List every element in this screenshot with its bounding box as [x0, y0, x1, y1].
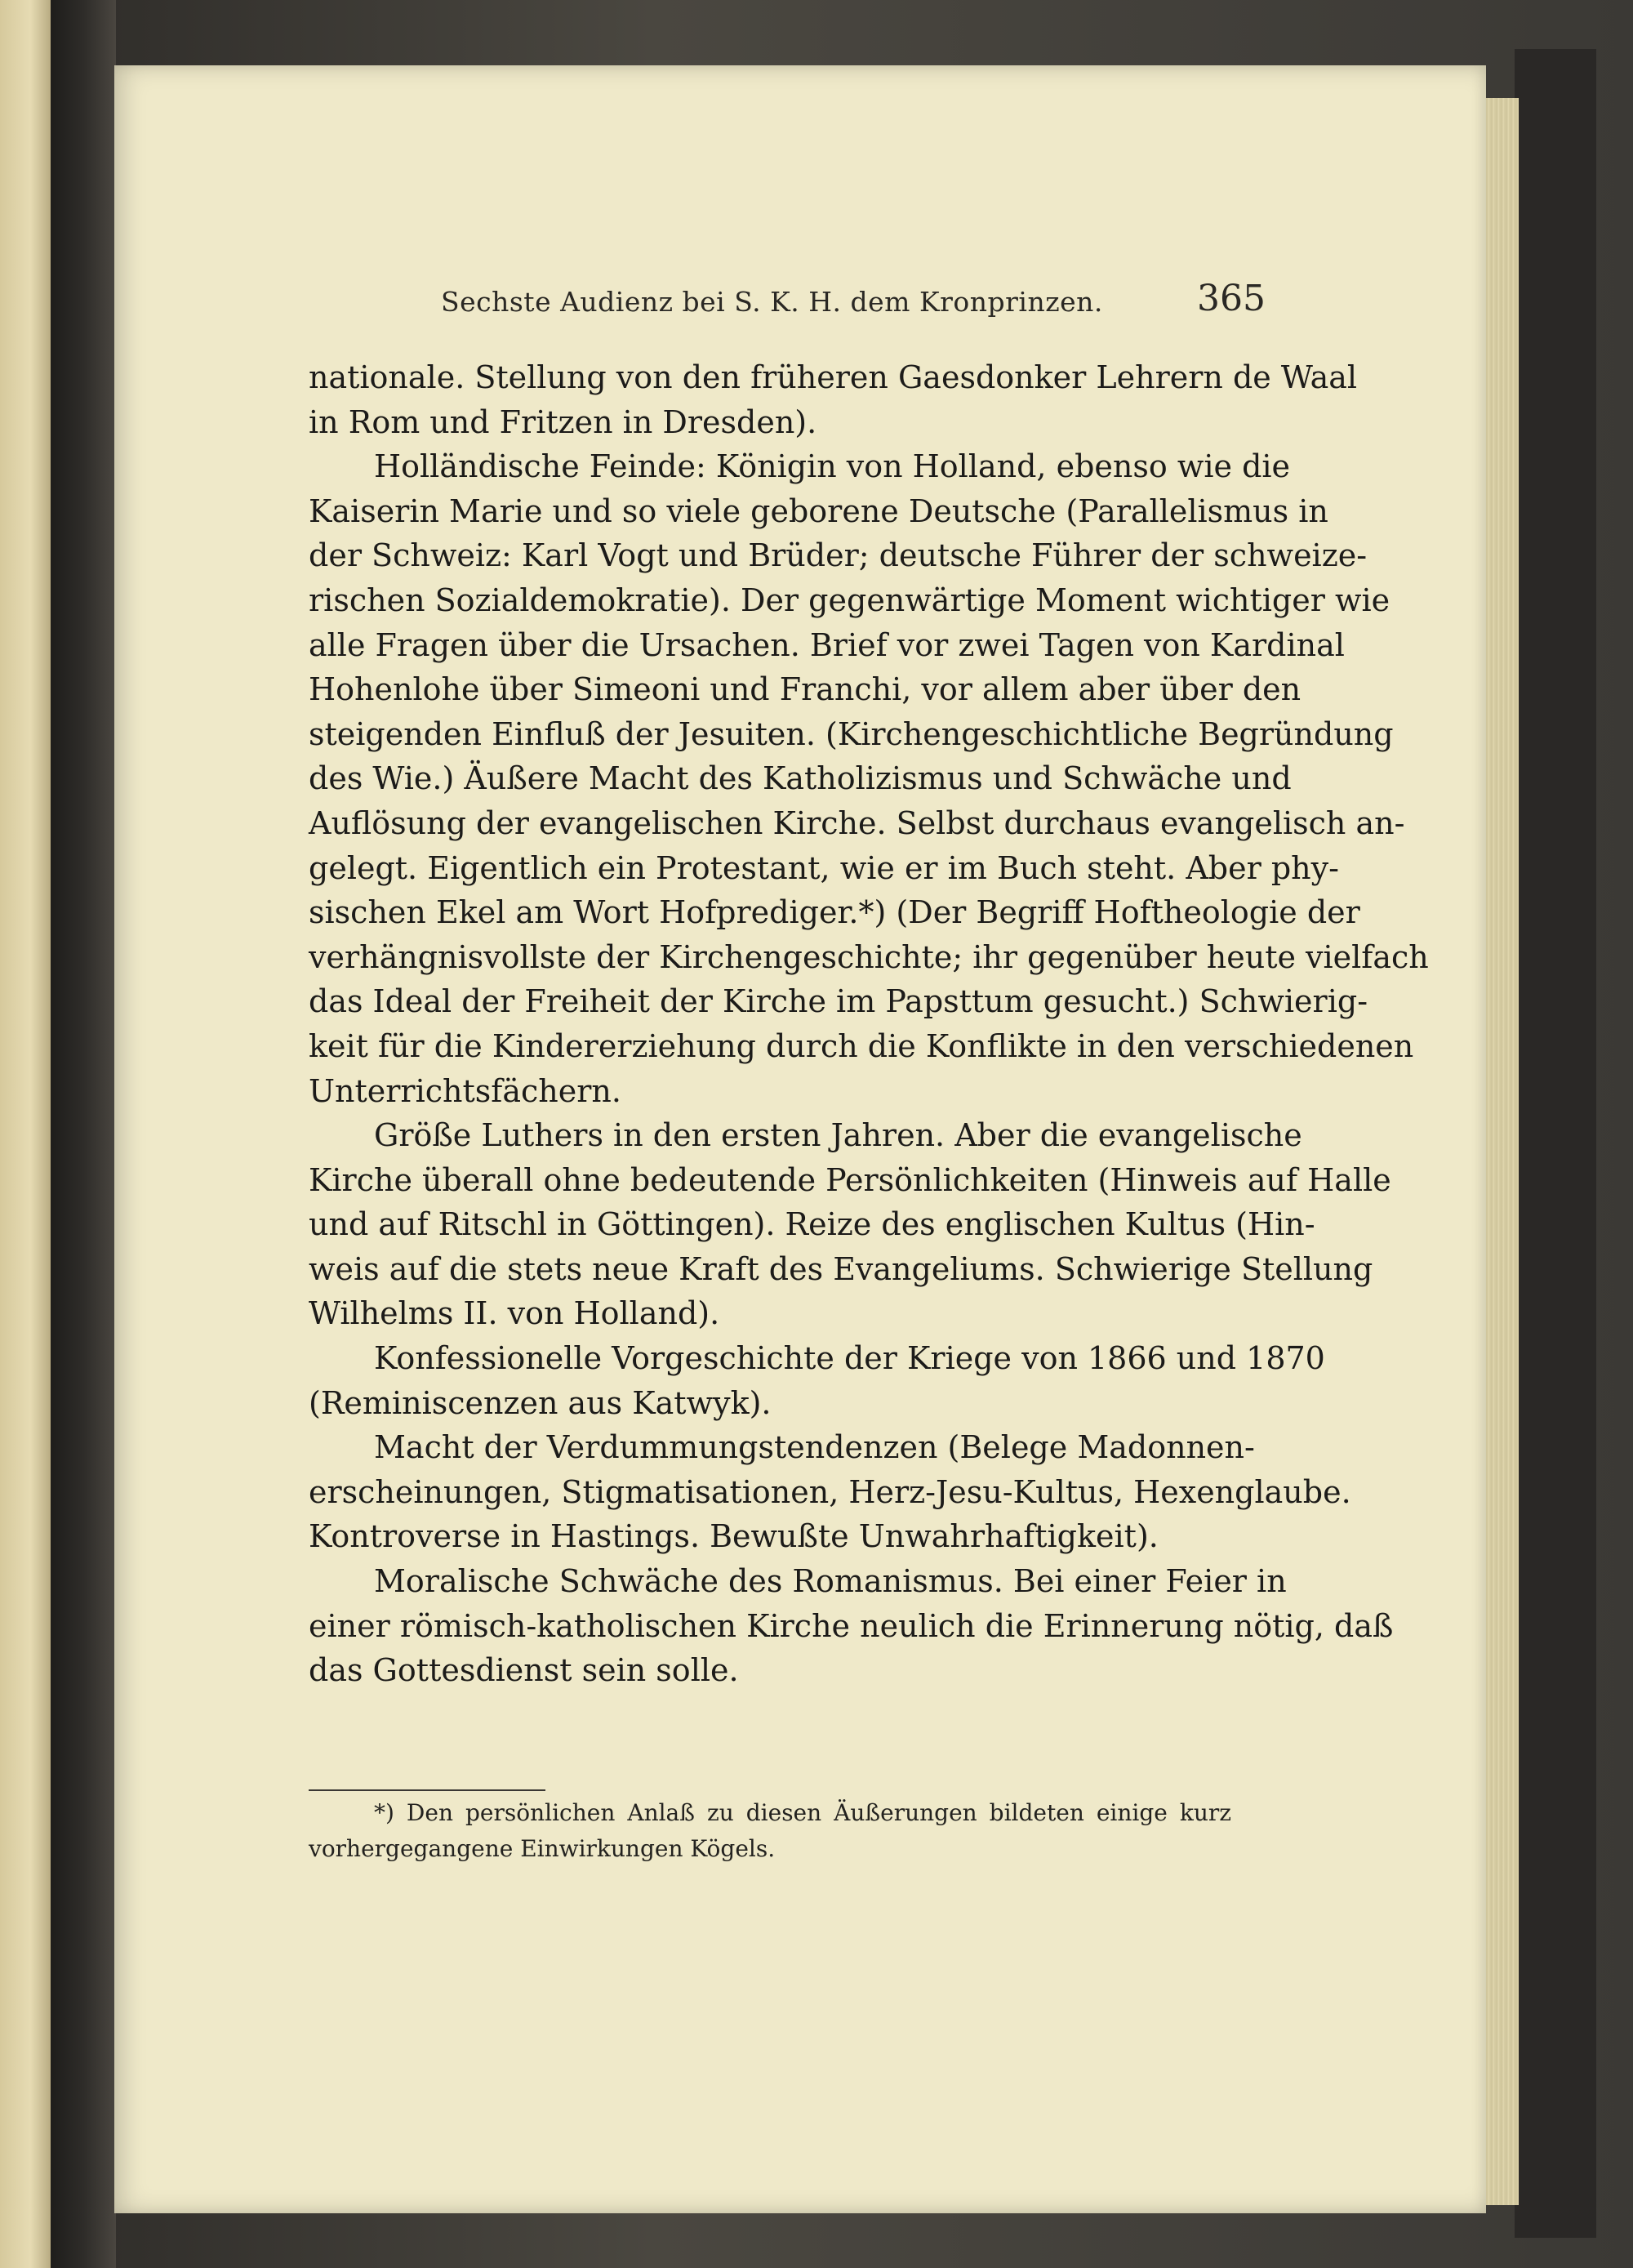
- footnote-rule: [309, 1789, 545, 1791]
- book-cover-edge: [1515, 49, 1596, 2238]
- text-line: Macht der Verdummungstendenzen (Belege Madonnen-: [374, 1429, 1255, 1466]
- text-line: (Reminiscenzen aus Katwyk).: [309, 1384, 772, 1421]
- footnote: [309, 1795, 1231, 1867]
- text-line: und auf Ritschl in Göttingen). Reize des englischen Kultus (Hin-: [309, 1206, 1315, 1243]
- text-line: das Ideal der Freiheit der Kirche im Papsttum gesucht.) Schwierig-: [309, 983, 1368, 1020]
- text-line: weis auf die stets neue Kraft des Evangeliums. Schwierige Stellung: [309, 1250, 1373, 1287]
- text-line: Größe Luthers in den ersten Jahren. Aber die evangelische: [374, 1117, 1302, 1154]
- running-head: Sechste Audienz bei S. K. H. dem Kronprinzen.: [441, 286, 1103, 318]
- text-line: Unterrichtsfächern.: [309, 1072, 621, 1109]
- text-line: sischen Ekel am Wort Hofprediger.*) (Der Begriff Hoftheologie der: [309, 894, 1360, 931]
- text-line: Konfessionelle Vorgeschichte der Kriege von 1866 und 1870: [374, 1340, 1325, 1377]
- text-line: Kirche überall ohne bedeutende Persönlichkeiten (Hinweis auf Halle: [309, 1161, 1391, 1198]
- footnote-line: *) Den persönlichen Anlaß zu diesen Äußerungen bildeten einige kurz: [374, 1799, 1231, 1826]
- text-line: einer römisch-katholischen Kirche neulich die Erinnerung nötig, daß: [309, 1607, 1394, 1644]
- text-line: erscheinungen, Stigmatisationen, Herz-Jesu-Kultus, Hexenglaube.: [309, 1473, 1351, 1510]
- text-line: keit für die Kindererziehung durch die Konflikte in den verschiedenen: [309, 1027, 1414, 1064]
- text-line: alle Fragen über die Ursachen. Brief vor zwei Tagen von Kardinal: [309, 626, 1345, 663]
- text-line: Kontroverse in Hastings. Bewußte Unwahrhaftigkeit).: [309, 1518, 1159, 1555]
- text-line: der Schweiz: Karl Vogt und Brüder; deutsche Führer der schweize-: [309, 537, 1368, 574]
- text-line: Kaiserin Marie und so viele geborene Deutsche (Parallelismus in: [309, 492, 1328, 529]
- text-line: nationale. Stellung von den früheren Gaesdonker Lehrern de Waal: [309, 359, 1358, 395]
- book-gutter: [51, 0, 116, 2268]
- text-line: das Gottesdienst sein solle.: [309, 1652, 739, 1689]
- text-line: steigenden Einfluß der Jesuiten. (Kirchengeschichtliche Begründung: [309, 715, 1394, 752]
- text-line: Auflösung der evangelischen Kirche. Selbst durchaus evangelisch an-: [309, 804, 1405, 841]
- facing-page-edge: [0, 0, 51, 2268]
- text-line: Holländische Feinde: Königin von Holland, ebenso wie die: [374, 448, 1291, 485]
- text-line: in Rom und Fritzen in Dresden).: [309, 403, 817, 440]
- text-line: Moralische Schwäche des Romanismus. Bei einer Feier in: [374, 1563, 1287, 1600]
- page-number: 365: [1197, 278, 1266, 319]
- text-line: gelegt. Eigentlich ein Protestant, wie er im Buch steht. Aber phy-: [309, 849, 1339, 886]
- body-text: [309, 355, 1429, 1693]
- text-line: verhängnisvollste der Kirchengeschichte; ihr gegenüber heute vielfach: [309, 938, 1429, 975]
- text-line: Hohenlohe über Simeoni und Franchi, vor allem aber über den: [309, 671, 1302, 708]
- text-line: des Wie.) Äußere Macht des Katholizismus und Schwäche und: [309, 760, 1292, 797]
- text-line: rischen Sozialdemokratie). Der gegenwärtige Moment wichtiger wie: [309, 581, 1390, 618]
- footnote-line: vorhergegangene Einwirkungen Kögels.: [309, 1835, 776, 1862]
- page-header: [441, 278, 1266, 335]
- text-line: Wilhelms II. von Holland).: [309, 1295, 720, 1332]
